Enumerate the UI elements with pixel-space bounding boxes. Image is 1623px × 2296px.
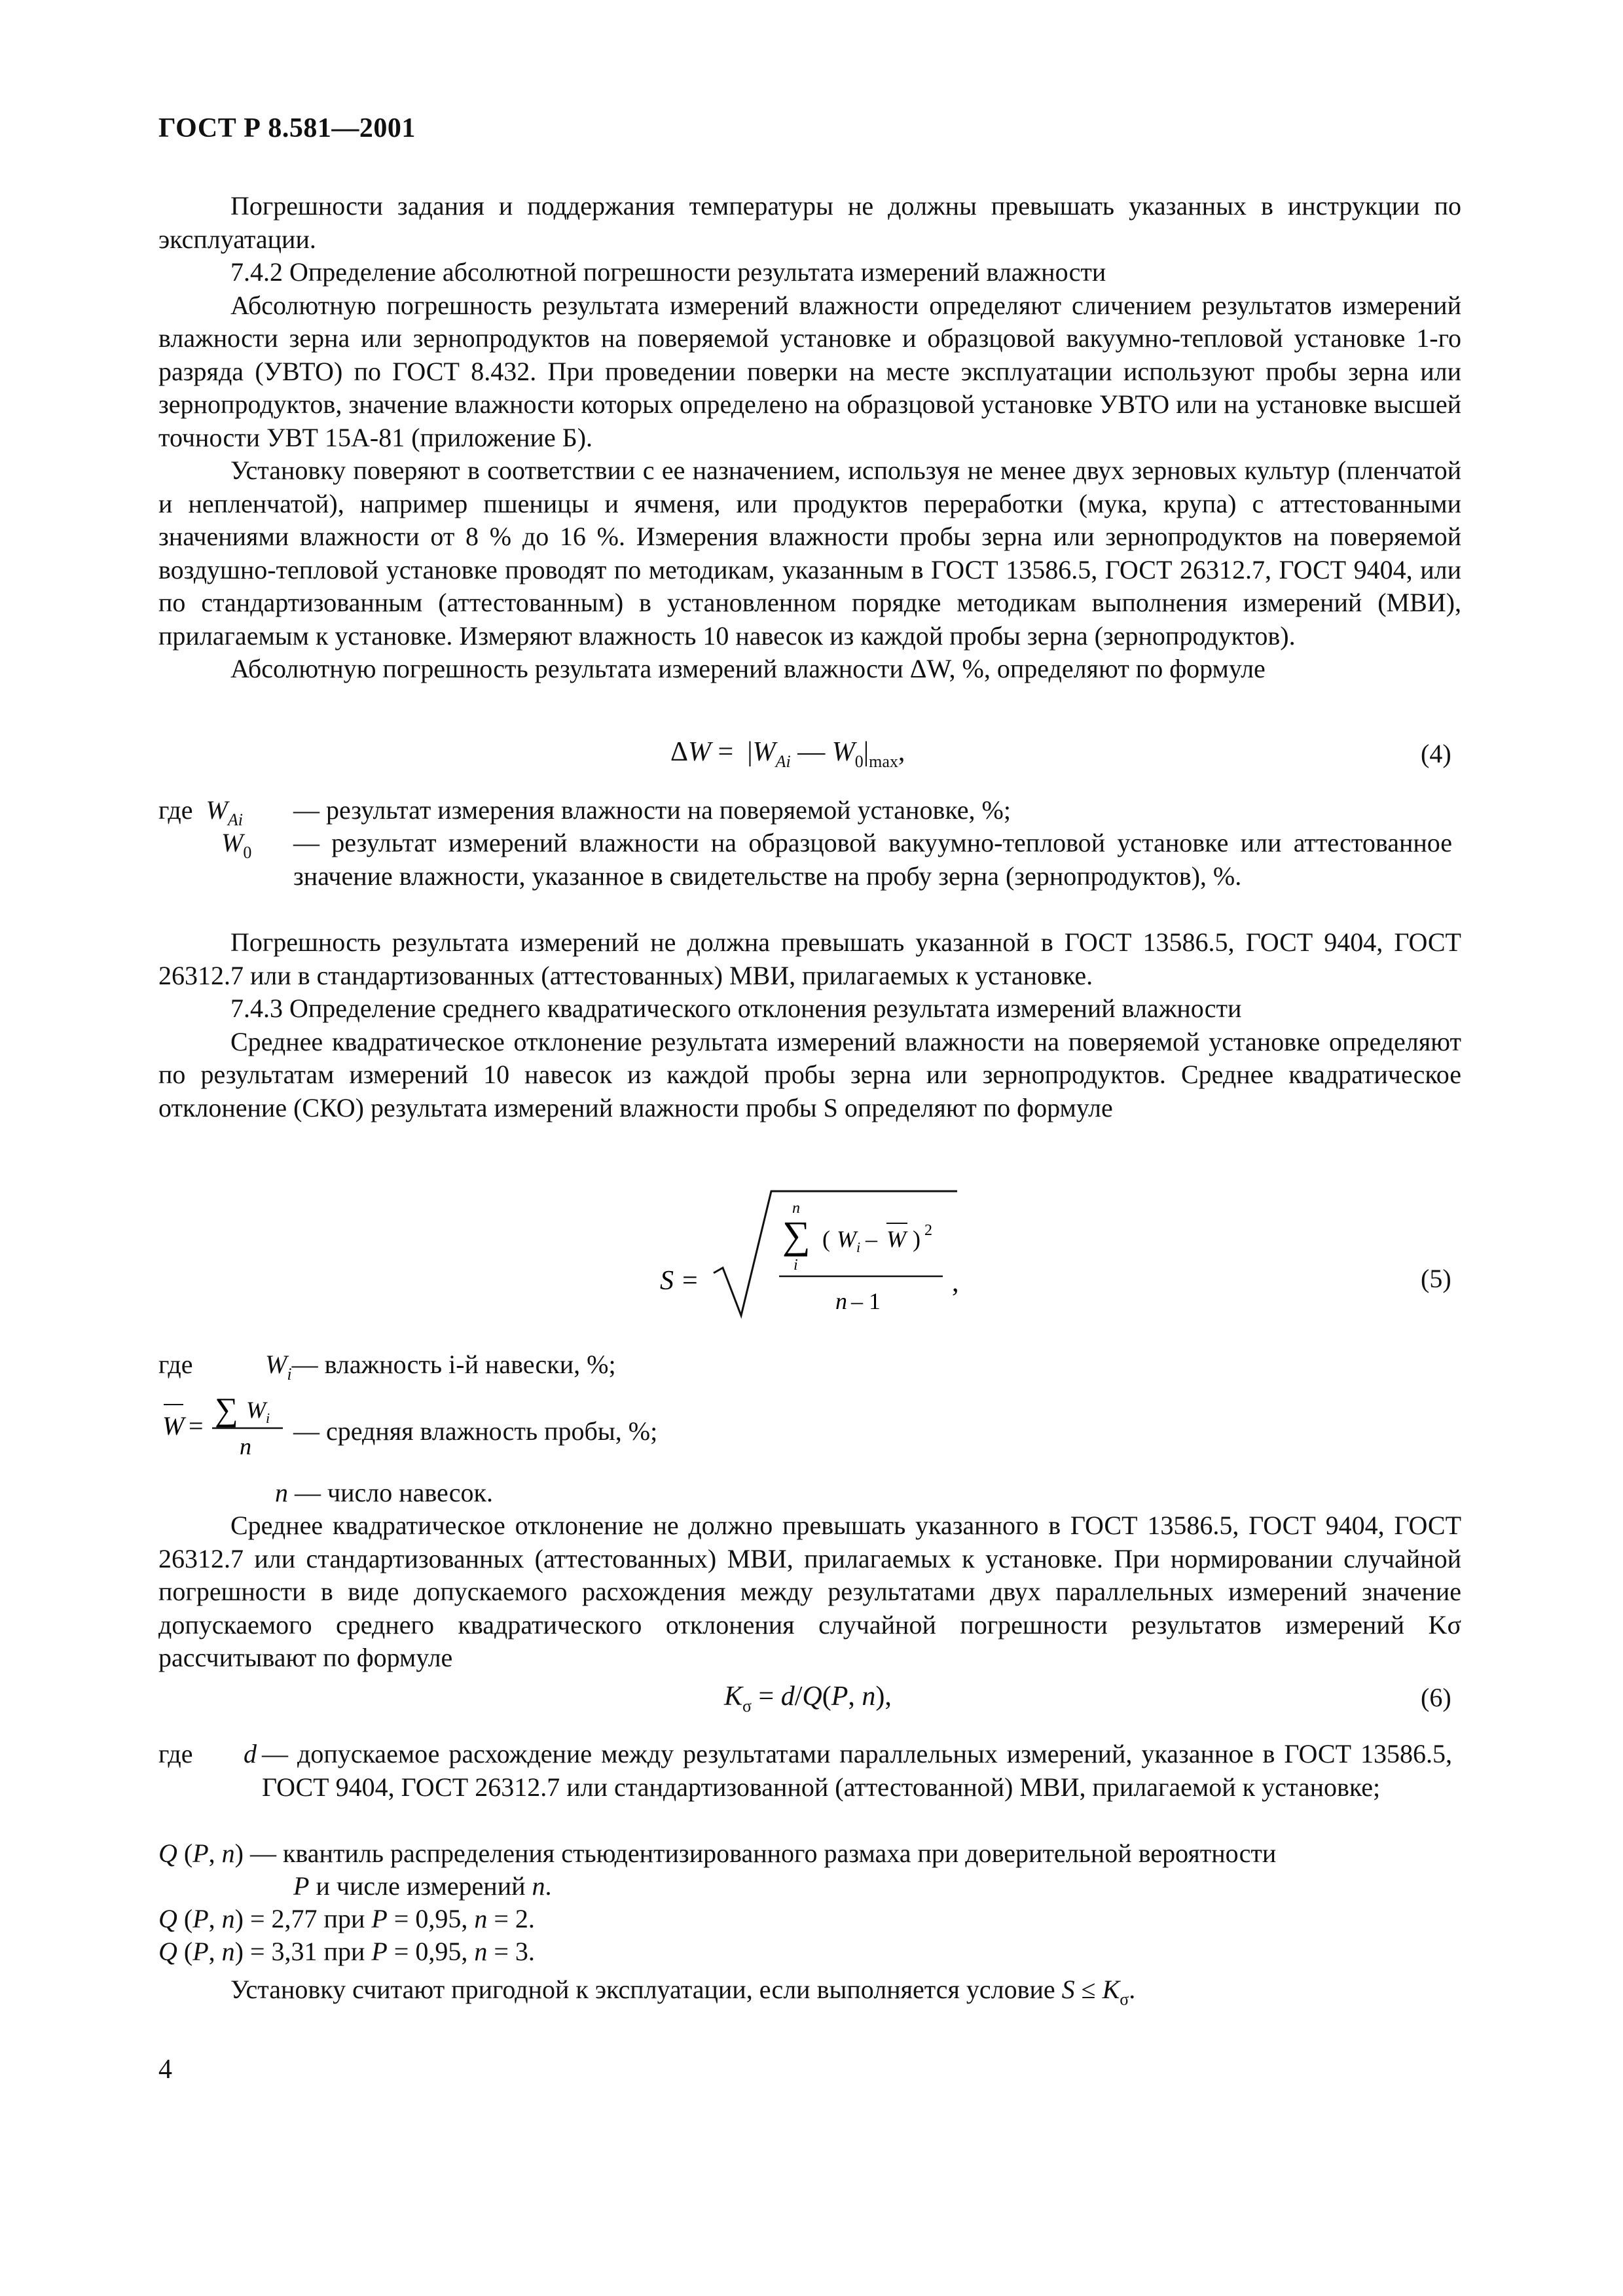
svg-text:): ) [913,1226,921,1252]
definition-wai: — результат измерения влажности на поверяемой установке, %; [293,795,1011,825]
paragraph: Среднее квадратическое отклонение результата измерений влажности на поверяемой установке определяют по результатам измерений 10 навесок из каждой пробы зерна или зернопродуктов. Среднее квадратическое отклонение (СКО) результата измерений влажности пробы S определяют по формуле [158,1026,1461,1122]
section-heading-7-4-3: 7.4.3 Определение среднего квадратического отклонения результата измерений влажности [230,994,1242,1023]
definition-wbar: — средняя влажность пробы, %; [293,1416,658,1446]
paragraph: Абсолютную погрешность результата измерений влажности определяют сличением результатов измерений влажности зерна или зернопродуктов на поверяемой установке и образцовой вакуумно-тепловой установке 1-го разряда (УВТО) по ГОСТ 8.432. При проведении поверки на месте эксплуатации используют пробы зерна или зернопродуктов, значение влажности которых определено на образцовой установке УВТО или на установке высшей точности УВТ 15А-81 (приложение Б). [158,290,1461,452]
svg-text:n: n [835,1288,847,1314]
q-value-n2: Q (P, n) = 2,77 при P = 0,95, n = 2. [158,1904,535,1933]
svg-text:=: = [682,1266,698,1296]
svg-text:n: n [240,1433,251,1460]
document-header: ГОСТ Р 8.581—2001 [158,113,416,143]
svg-text:(: ( [822,1226,830,1252]
where-label: где [158,1739,193,1768]
symbol-d: d [244,1739,257,1768]
formula-4: $\Delta W = |W_{Ai}$ — $W_0|_{max}$, [670,737,905,771]
svg-text:n: n [792,1200,800,1217]
where-label: где [158,1350,193,1379]
svg-text:i: i [793,1257,798,1274]
paragraph: Погрешность результата измерений не должна превышать указанной в ГОСТ 13586.5, ГОСТ 9404, ГОСТ 26312.7 или в стандартизованных (аттестованных) МВИ, прилагаемых к установке. [158,927,1461,990]
section-7-4-1-end [158,190,1461,686]
svg-text:∑: ∑ [215,1391,238,1427]
paragraph: Среднее квадратическое отклонение не должно превышать указанного в ГОСТ 13586.5, ГОСТ 9404, ГОСТ 26312.7 или стандартизованных (аттестованных) МВИ, прилагаемых к установке. При нормировании случайной погрешности в виде допускаемого расхождения между результатами двух параллельных измерений значение допускаемого среднего квадратического отклонения случайной погрешности результатов измерений Kσ рассчитывают по формуле [158,1511,1461,1672]
svg-text:i: i [856,1239,861,1255]
page-number: 4 [158,2054,172,2085]
q-value-n3: Q (P, n) = 3,31 при P = 0,95, n = 3. [158,1937,535,1966]
definition-d: — допускаемое расхождение между результатами параллельных измерений, указанное в ГОСТ 13586.5, ГОСТ 9404, ГОСТ 26312.7 или стандартизованной (аттестованной) МВИ, прилагаемой к установке; [262,1739,1452,1802]
section-7-4-3 [158,926,1461,1124]
symbol-w0: $W_0$ [221,828,252,862]
svg-text:i: i [266,1410,270,1426]
definition-w0: — результат измерений влажности на образцовой вакуумно-тепловой установке или аттестованное значение влажности, указанное в свидетельстве на пробу зерна (зернопродуктов), %. [293,828,1452,891]
definition-q: Q (P, n) — квантиль распределения стьюдентизированного размаха при доверительной вероятности [158,1839,1277,1868]
paragraph: Абсолютную погрешность результата измерений влажности ΔW, %, определяют по формуле [230,654,1266,683]
where-label: где $W_{Ai}$ [158,795,243,829]
formula-mean-w [155,1388,305,1460]
equation-number-5: (5) [1421,1264,1451,1293]
equation-number-4: (4) [1421,739,1451,768]
svg-text:– 1: – 1 [851,1288,881,1314]
svg-text:,: , [952,1268,959,1298]
definition-q-cont: P и числе измерений n. [293,1871,552,1901]
paragraph: Установку поверяют в соответствии с ее назначением, используя не менее двух зерновых культур (пленчатой и непленчатой), например пшеницы и ячменя, или продуктов переработки (мука, крупа) с аттестованными значениями влажности от 8 % до 16 %. Измерения влажности пробы зерна или зернопродуктов на поверяемой воздушно-тепловой установке проводят по методикам, указанным в ГОСТ 13586.5, ГОСТ 26312.7, ГОСТ 9404, или по стандартизованным (аттестованным) в установленном порядке методикам выполнения измерений (МВИ), прилагаемым к установке. Измеряют влажность 10 навесок из каждой пробы зерна (зернопродуктов). [158,456,1461,651]
section-heading-7-4-2: 7.4.2 Определение абсолютной погрешности результата измерений влажности [230,257,1106,287]
svg-text:W: W [162,1411,185,1441]
conclusion: Установку считают пригодной к эксплуатации, если выполняется условие $S \le K_\sigma$. [230,1975,1136,2009]
svg-text:–: – [866,1226,877,1252]
definition-n: n — число навесок. [275,1478,493,1507]
paragraph: Погрешности задания и поддержания температуры не должны превышать указанных в инструкции по эксплуатации. [158,191,1461,254]
paragraph-block [158,1509,1461,1675]
equation-number-6: (6) [1421,1683,1451,1712]
formula-5 [655,1181,982,1338]
svg-text:∑: ∑ [782,1213,811,1257]
svg-text:W: W [886,1226,906,1252]
svg-text:W: W [837,1226,856,1252]
formula-6: $K_\sigma = d/Q(P$, n), [724,1681,892,1715]
svg-text:=: = [189,1411,204,1441]
svg-text:S: S [660,1266,674,1296]
svg-text:2: 2 [924,1222,932,1239]
definition-wi: $W_i—$ влажность i-й навески, %; [265,1350,616,1384]
svg-text:W: W [246,1397,266,1423]
